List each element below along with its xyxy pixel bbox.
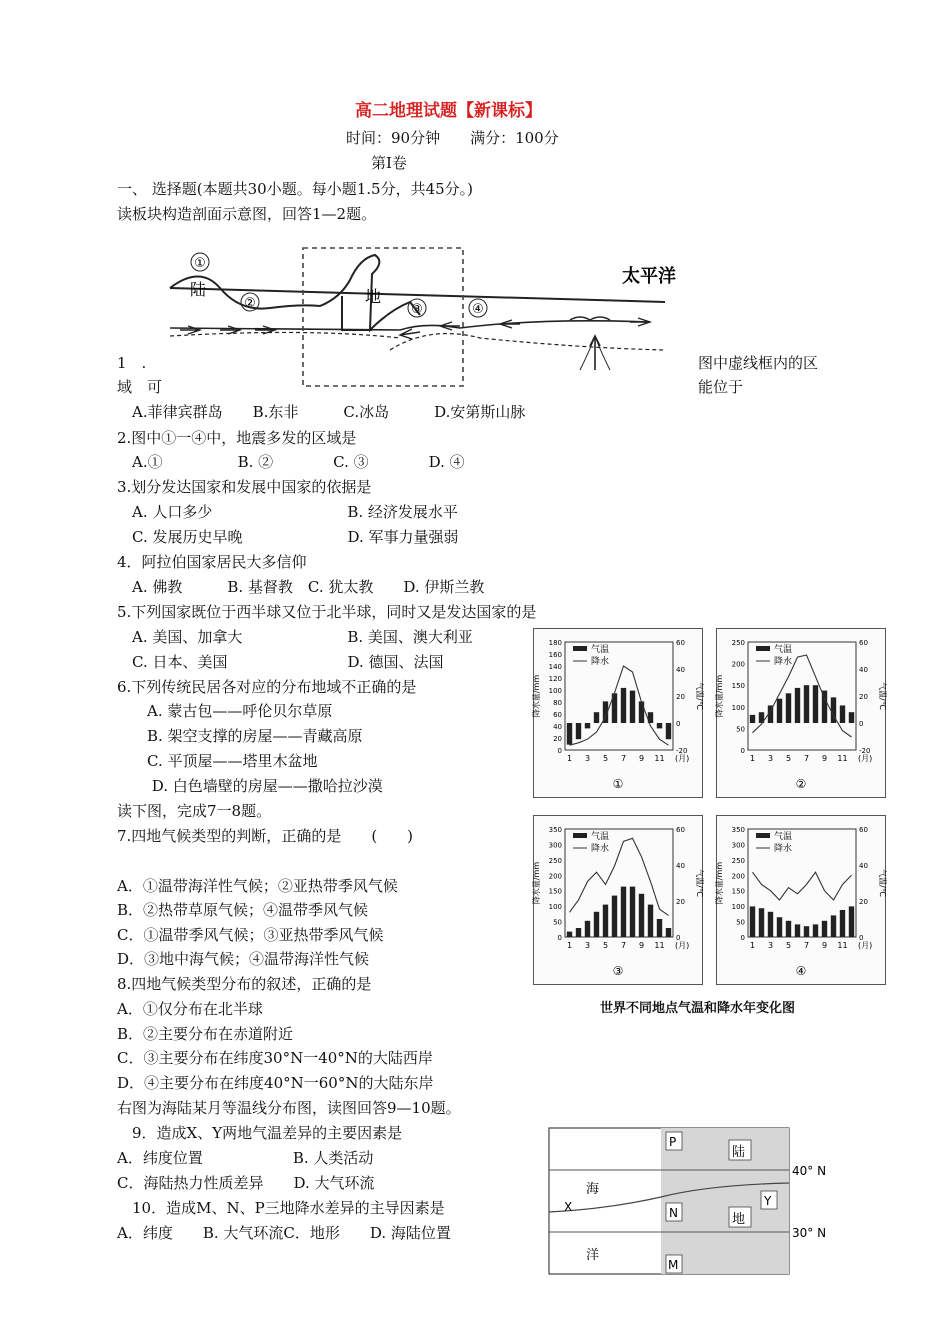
temp-bar — [777, 699, 782, 723]
precip-tick-label: 0 — [557, 747, 562, 755]
temp-bar — [666, 928, 671, 937]
panel-id-label: ① — [612, 777, 624, 791]
precip-tick-label: 150 — [731, 682, 745, 691]
q8-stem: 8.四地气候类型分布的叙述，正确的是 — [117, 975, 372, 993]
temp-bar — [822, 691, 827, 723]
y-right-axis-label: 气温/℃ — [878, 869, 887, 897]
month-tick-label: 3 — [767, 941, 774, 950]
month-tick-label: 3 — [767, 754, 774, 763]
precip-tick-label: 60 — [553, 711, 562, 719]
temp-bar — [621, 688, 626, 723]
legend-precip-label: 降水 — [591, 844, 610, 854]
temp-bar — [603, 905, 608, 937]
q5-options-cd: C. 日本、美国 D. 德国、法国 — [117, 653, 444, 671]
q1-options: A.菲律宾群岛 B.东非 C.冰岛 D.安第斯山脉 — [117, 403, 526, 421]
precip-tick-label: 100 — [731, 903, 745, 912]
legend-temp-swatch — [573, 646, 587, 651]
temp-tick-label: 0 — [676, 934, 681, 942]
temp-bar — [594, 912, 599, 937]
q1-number: 1 . — [117, 354, 147, 372]
q3-options-ab: A. 人口多少 B. 经济发展水平 — [117, 503, 458, 521]
precip-tick-label: 180 — [548, 639, 562, 647]
precip-tick-label: 150 — [548, 887, 562, 896]
temp-bar — [639, 894, 644, 937]
precip-tick-label: 100 — [731, 703, 745, 712]
q6-option-c: C. 平顶屋——塔里木盆地 — [117, 752, 318, 770]
map-lat-30: 30° N — [792, 1226, 827, 1240]
precip-tick-label: 160 — [548, 651, 562, 659]
temp-bar — [804, 926, 809, 937]
temp-tick-label: 60 — [676, 826, 685, 834]
intro-9-10: 右图为海陆某月等温线分布图，读图回答9—10题。 — [117, 1099, 461, 1117]
plate-label-land: 陆 — [190, 280, 207, 299]
q6-stem: 6.下列传统民居各对应的分布地域不正确的是 — [117, 678, 417, 696]
intro-7-8: 读下图，完成7一8题。 — [117, 802, 272, 820]
temp-tick-label: 40 — [859, 666, 868, 674]
month-tick-label: 7 — [620, 941, 627, 950]
month-tick-label: 5 — [785, 941, 792, 950]
temp-bar — [777, 917, 782, 937]
precip-tick-label: 0 — [557, 934, 562, 942]
q5-options-ab: A. 美国、加拿大 B. 美国、澳大利亚 — [117, 628, 473, 646]
temp-tick-label: 40 — [676, 666, 685, 674]
temp-tick-label: 20 — [676, 898, 685, 906]
y-left-axis-label: 降水量/mm — [715, 674, 724, 718]
month-unit-label: (月) — [858, 754, 873, 763]
month-tick-label: 9 — [638, 941, 645, 950]
legend-precip-label: 降水 — [774, 844, 793, 854]
month-tick-label: 9 — [638, 754, 645, 763]
q6-option-a: A. 蒙古包——呼伦贝尔草原 — [117, 702, 333, 720]
q7-option-a: A．①温带海洋性气候；②亚热带季风气候 — [117, 877, 398, 895]
temp-tick-label: 0 — [859, 934, 864, 942]
plate-section-figure — [160, 240, 700, 390]
plate-label-2: ② — [244, 296, 256, 311]
map-label-X: X — [564, 1200, 573, 1214]
page-title: 高二地理试题【新课标】 — [355, 101, 542, 121]
temp-bar — [648, 905, 653, 937]
temp-bar — [585, 921, 590, 937]
map-lat-40: 40° N — [792, 1164, 827, 1178]
precip-tick-label: 150 — [731, 887, 745, 896]
temp-bar — [795, 688, 800, 723]
q1-stem-left2: 域 可 — [117, 378, 163, 396]
q9-options-ab: A．纬度位置 B. 人类活动 — [117, 1149, 374, 1167]
section-heading: 一、 选择题(本题共30小题。每小题1.5分，共45分。) — [117, 180, 474, 198]
month-unit-label: (月) — [675, 754, 690, 763]
map-label-land2: 地 — [732, 1212, 746, 1227]
temp-bar — [657, 919, 662, 937]
temp-bar — [612, 896, 617, 937]
plate-label-pacific: 太平洋 — [622, 266, 676, 287]
precip-tick-label: 20 — [553, 735, 562, 743]
q9-stem: 9．造成X、Y两地气温差异的主要因素是 — [117, 1124, 403, 1142]
precip-tick-label: 300 — [731, 841, 745, 850]
month-tick-label: 5 — [785, 754, 792, 763]
temp-bar — [849, 712, 854, 723]
temp-bar — [621, 887, 626, 937]
q8-option-d: D．④主要分布在纬度40°N一60°N的大陆东岸 — [117, 1074, 434, 1092]
plate-label-di: 地 — [365, 287, 382, 306]
temp-bar — [822, 921, 827, 937]
precip-tick-label: 100 — [548, 687, 562, 695]
map-label-M: M — [668, 1258, 679, 1272]
temp-tick-label: -20 — [859, 747, 871, 755]
temp-bar — [786, 921, 791, 937]
temp-bar — [567, 932, 572, 937]
q8-option-c: C．③主要分布在纬度30°N一40°N的大陆西岸 — [117, 1049, 433, 1067]
temp-bar — [804, 685, 809, 723]
q2-stem: 2.图中①一④中，地震多发的区域是 — [117, 429, 357, 447]
y-left-axis-label: 降水量/mm — [532, 861, 541, 905]
precip-tick-label: 250 — [548, 856, 562, 865]
month-tick-label: 9 — [821, 754, 828, 763]
temp-bar — [840, 705, 845, 723]
q3-options-cd: C. 发展历史早晚 D. 军事力量强弱 — [117, 528, 459, 546]
temp-bar — [759, 908, 764, 937]
month-tick-label: 11 — [654, 754, 665, 763]
section-intro: 读板块构造剖面示意图，回答1—2题。 — [117, 205, 377, 223]
exam-meta: 时间：90分钟 满分：100分 — [346, 129, 559, 147]
temp-bar — [666, 723, 671, 739]
map-label-land1: 陆 — [732, 1145, 746, 1160]
y-right-axis-label: 气温/℃ — [878, 682, 887, 710]
precip-tick-label: 120 — [548, 675, 562, 683]
legend-temp-swatch — [573, 833, 587, 838]
q8-option-a: A．①仅分布在北半球 — [117, 1000, 263, 1018]
temp-tick-label: 40 — [859, 862, 868, 870]
temp-bar — [657, 723, 662, 728]
map-label-Y: Y — [764, 1194, 772, 1208]
y-right-axis-label: 气温/℃ — [695, 869, 704, 897]
map-label-sea2: 洋 — [586, 1248, 600, 1263]
temp-tick-label: 40 — [676, 862, 685, 870]
temp-bar — [840, 910, 845, 937]
plate-label-4: ④ — [472, 302, 484, 317]
climate-caption: 世界不同地点气温和降水年变化图 — [600, 1001, 796, 1016]
panel-id-label: ③ — [612, 964, 624, 978]
panel-id-label: ④ — [795, 964, 807, 978]
temp-bar — [786, 693, 791, 723]
temp-tick-label: 20 — [859, 898, 868, 906]
month-tick-label: 5 — [602, 754, 609, 763]
y-left-axis-label: 降水量/mm — [532, 674, 541, 718]
q1-stem-right2: 能位于 — [698, 378, 744, 396]
precip-tick-label: 250 — [731, 639, 745, 647]
legend-precip-label: 降水 — [774, 657, 793, 667]
map-label-sea1: 海 — [586, 1182, 600, 1197]
temp-bar — [813, 685, 818, 723]
month-tick-label: 11 — [654, 941, 665, 950]
q7-stem: 7.四地气候类型的判断，正确的是 ( ) — [117, 827, 414, 845]
y-left-axis-label: 降水量/mm — [715, 861, 724, 905]
q7-option-c: C．①温带季风气候；③亚热带季风气候 — [117, 926, 384, 944]
month-tick-label: 1 — [566, 754, 573, 763]
month-unit-label: (月) — [675, 941, 690, 950]
q6-option-d: D. 白色墙壁的房屋——撒哈拉沙漠 — [117, 777, 383, 795]
temp-bar — [630, 887, 635, 937]
temp-bar — [639, 701, 644, 723]
precip-tick-label: 80 — [553, 699, 562, 707]
precip-tick-label: 0 — [740, 934, 745, 942]
temp-bar — [750, 715, 755, 723]
month-tick-label: 7 — [803, 754, 810, 763]
temp-tick-label: 20 — [676, 693, 685, 701]
temp-bar — [567, 723, 572, 745]
legend-temp-swatch — [756, 833, 770, 838]
month-tick-label: 1 — [566, 941, 573, 950]
precip-tick-label: 40 — [553, 723, 562, 731]
precip-tick-label: 50 — [736, 725, 745, 734]
month-tick-label: 11 — [837, 754, 848, 763]
temp-bar — [831, 915, 836, 937]
q10-options: A．纬度 B. 大气环流C．地形 D. 海陆位置 — [117, 1224, 451, 1242]
month-unit-label: (月) — [858, 941, 873, 950]
legend-precip-label: 降水 — [591, 657, 610, 667]
temp-bar — [750, 906, 755, 937]
month-tick-label: 9 — [821, 941, 828, 950]
temp-bar — [813, 924, 818, 937]
precip-tick-label: 200 — [731, 872, 745, 881]
precip-tick-label: 300 — [548, 841, 562, 850]
temp-tick-label: 60 — [676, 639, 685, 647]
q3-stem: 3.划分发达国家和发展中国家的依据是 — [117, 478, 372, 496]
q4-stem: 4．阿拉伯国家居民大多信仰 — [117, 553, 307, 571]
temp-tick-label: 60 — [859, 826, 868, 834]
precip-tick-label: 100 — [548, 903, 562, 912]
month-tick-label: 1 — [749, 754, 756, 763]
temp-bar — [768, 912, 773, 937]
map-label-P: P — [669, 1135, 677, 1149]
precip-tick-label: 50 — [736, 918, 745, 927]
temp-bar — [630, 691, 635, 723]
month-tick-label: 11 — [837, 941, 848, 950]
map-label-N: N — [669, 1206, 678, 1220]
month-tick-label: 7 — [620, 754, 627, 763]
plate-label-3: ③ — [411, 302, 423, 317]
precip-tick-label: 140 — [548, 663, 562, 671]
q4-options: A. 佛教 B. 基督教 C. 犹太教 D. 伊斯兰教 — [117, 578, 485, 596]
legend-temp-swatch — [756, 646, 770, 651]
climate-panel-3 — [533, 815, 703, 985]
month-tick-label: 3 — [584, 941, 591, 950]
precip-tick-label: 50 — [553, 918, 562, 927]
temp-tick-label: 20 — [859, 693, 868, 701]
temp-bar — [576, 928, 581, 937]
legend-temp-label: 气温 — [774, 645, 793, 655]
temp-tick-label: 0 — [859, 720, 864, 728]
panel-id-label: ② — [795, 777, 807, 791]
temp-bar — [594, 712, 599, 723]
q6-option-b: B. 架空支撑的房屋——青藏高原 — [117, 727, 363, 745]
month-tick-label: 7 — [803, 941, 810, 950]
precip-tick-label: 200 — [548, 872, 562, 881]
temp-bar — [576, 723, 581, 739]
precip-tick-label: 200 — [731, 660, 745, 669]
climate-panel-2 — [716, 628, 886, 798]
q8-option-b: B．②主要分布在赤道附近 — [117, 1025, 294, 1043]
temp-bar — [585, 723, 590, 728]
precip-tick-label: 350 — [731, 826, 745, 834]
q7-option-d: D．③地中海气候；④温带海洋性气候 — [117, 950, 370, 968]
plate-label-1: ① — [194, 256, 206, 271]
q1-stem-right: 图中虚线框内的区 — [698, 354, 819, 372]
temp-bar — [849, 906, 854, 937]
q5-stem: 5.下列国家既位于西半球又位于北半球，同时又是发达国家的是 — [117, 603, 537, 621]
month-tick-label: 5 — [602, 941, 609, 950]
climate-panel-1 — [533, 628, 703, 798]
legend-temp-label: 气温 — [591, 832, 610, 842]
climate-panel-4 — [716, 815, 886, 985]
volume-label: 第Ⅰ卷 — [371, 154, 407, 172]
temp-tick-label: 60 — [859, 639, 868, 647]
q9-options-cd: C．海陆热力性质差异 D. 大气环流 — [117, 1174, 375, 1192]
q7-option-b: B．②热带草原气候；④温带季风气候 — [117, 901, 369, 919]
temp-bar — [795, 924, 800, 937]
temp-tick-label: -20 — [676, 747, 688, 755]
y-right-axis-label: 气温/℃ — [695, 682, 704, 710]
precip-tick-label: 0 — [740, 747, 745, 755]
q10-stem: 10．造成M、N、P三地降水差异的主导因素是 — [117, 1199, 445, 1217]
q2-options: A.① B. ② C. ③ D. ④ — [117, 453, 465, 471]
legend-temp-label: 气温 — [591, 645, 610, 655]
isotherm-map — [548, 1127, 838, 1277]
legend-temp-label: 气温 — [774, 832, 793, 842]
temp-tick-label: 0 — [676, 720, 681, 728]
month-tick-label: 1 — [749, 941, 756, 950]
precip-tick-label: 350 — [548, 826, 562, 834]
month-tick-label: 3 — [584, 754, 591, 763]
precip-tick-label: 250 — [731, 856, 745, 865]
